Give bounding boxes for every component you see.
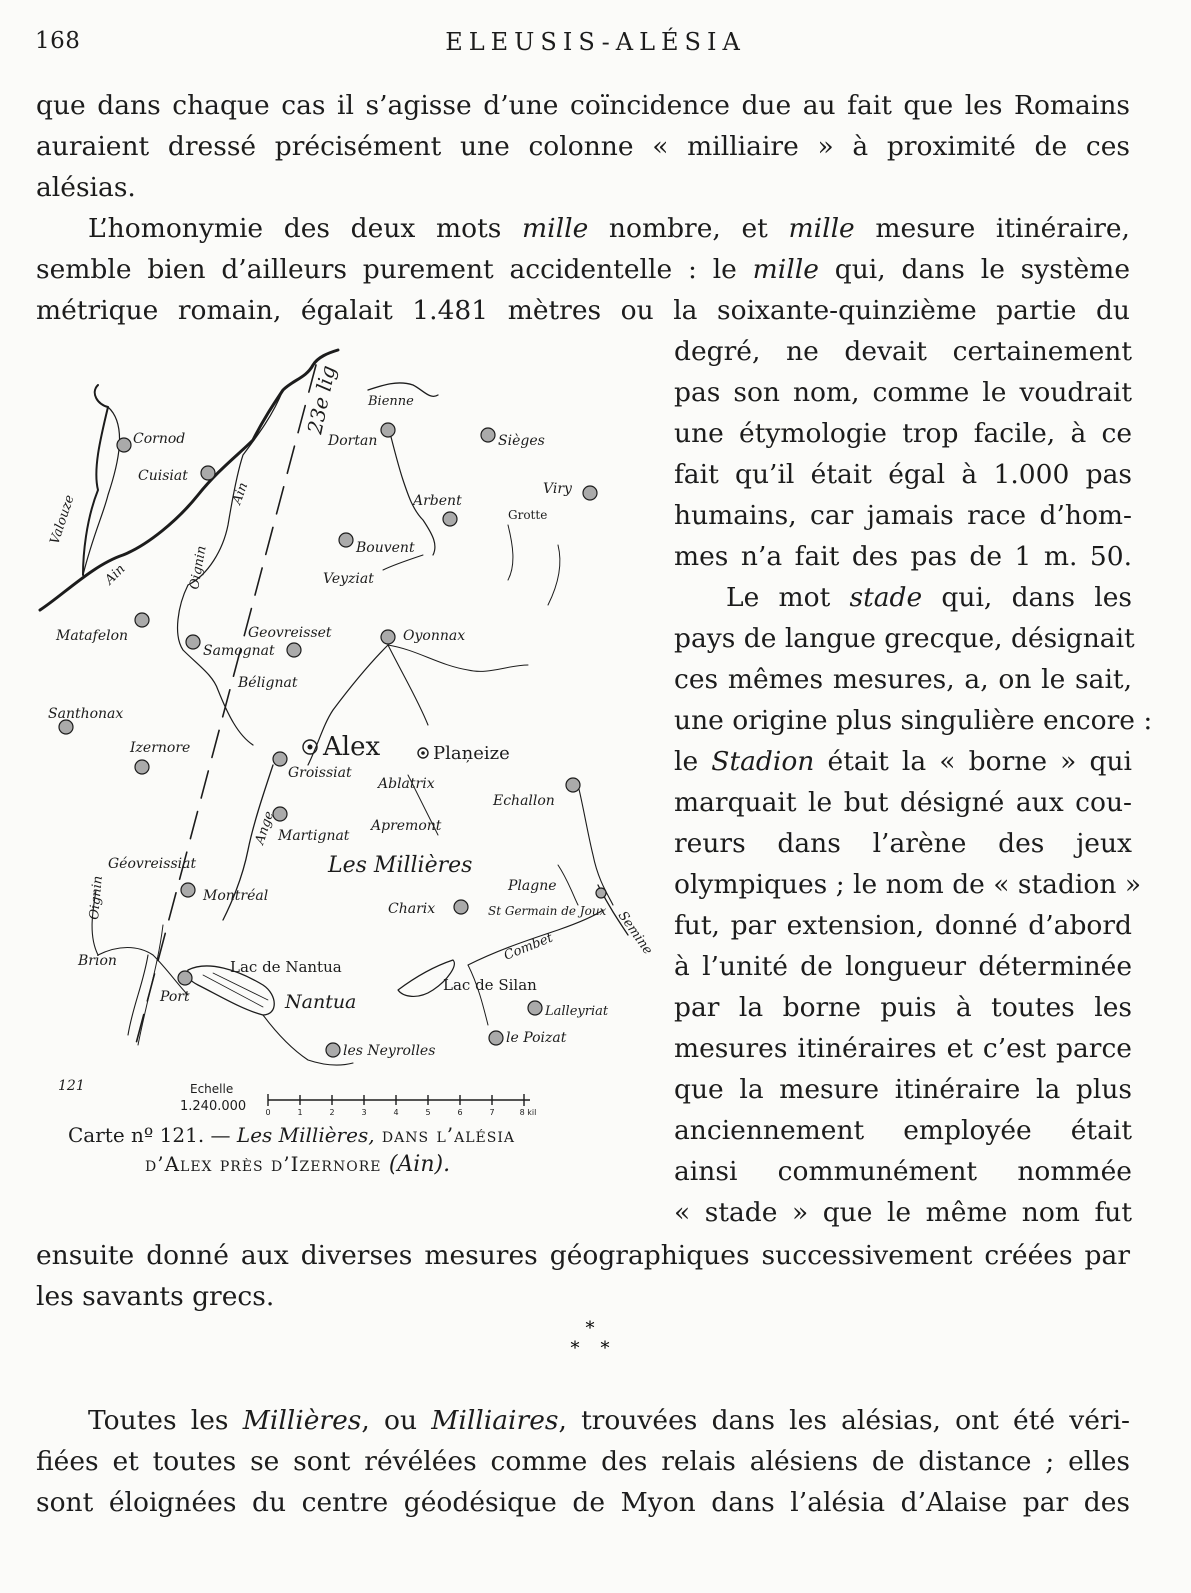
map-label: Bienne <box>368 394 414 409</box>
map-label: Brion <box>78 953 117 969</box>
map-label: Veyziat <box>323 571 374 587</box>
place-marker <box>287 643 301 657</box>
river-label: Ange <box>252 809 278 847</box>
map-label: Bélignat <box>238 675 298 691</box>
map-label: les Neyrolles <box>343 1043 436 1059</box>
river-label: Ain <box>229 480 252 507</box>
body-line: à l’unité de longueur déterminée <box>674 951 1132 982</box>
body-line: reurs dans l’arène des jeux <box>674 828 1132 859</box>
place-marker <box>489 1031 503 1045</box>
map-label: Dortan <box>328 433 378 449</box>
map-label: Santhonax <box>48 706 124 722</box>
map-label: Apremont <box>371 818 442 834</box>
place-marker <box>201 466 215 480</box>
body-line: fut, par extension, donné d’abord <box>674 910 1132 941</box>
body-line: fait qu’il était égal à 1.000 pas <box>674 459 1132 490</box>
river-label: Oignin <box>87 875 106 921</box>
place-marker <box>381 423 395 437</box>
body-line: une étymologie trop facile, à ce <box>674 418 1132 449</box>
map-label: Charix <box>388 901 436 917</box>
map-label: St Germain de Joux <box>488 904 607 918</box>
map-label: Martignat <box>278 828 350 844</box>
body-line: le Stadion était la « borne » qui <box>674 746 1132 777</box>
map-label: Cornod <box>133 431 186 447</box>
map-label: Arbent <box>413 493 462 509</box>
body-line: Le mot stade qui, dans les <box>726 582 1133 613</box>
map-label-planeize: Plaņeize <box>433 743 510 764</box>
map-label: Cuisiat <box>138 468 188 484</box>
map-label: Groissiat <box>288 765 352 781</box>
map-figure <box>38 345 656 1130</box>
body-line: pays de langue grecque, désignait <box>674 623 1135 654</box>
figure-caption-line: d’Alex près d’Izernore (Ain). <box>145 1152 451 1177</box>
place-marker <box>186 635 200 649</box>
body-line: ensuite donné aux diverses mesures géographiques successivement créées par <box>36 1240 1130 1271</box>
place-marker <box>339 533 353 547</box>
meridian-label: 23e lig <box>302 363 341 437</box>
place-marker <box>481 428 495 442</box>
place-marker <box>596 888 606 898</box>
scale-tick: 2 <box>329 1108 335 1117</box>
body-line: semble bien d’ailleurs purement accidentelle : le mille qui, dans le système <box>36 254 1130 285</box>
body-line: les savants grecs. <box>36 1281 275 1312</box>
map-label: Lac de Nantua <box>230 958 342 976</box>
map-label: Izernore <box>130 740 191 756</box>
scale-tick: 8 kil <box>519 1108 537 1117</box>
map-label: Oyonnax <box>403 628 466 644</box>
body-line: anciennement employée était <box>674 1115 1132 1146</box>
map-label-alex: Alex <box>323 732 381 762</box>
river-label: Ain <box>102 561 129 588</box>
body-line: « stade » que le même nom fut <box>674 1197 1132 1228</box>
body-line: ces mêmes mesures, a, on le sait, <box>674 664 1132 695</box>
body-line: Toutes les Millières, ou Milliaires, trouvées dans les alésias, ont été véri- <box>88 1405 1130 1436</box>
body-line: une origine plus singulière encore : <box>674 705 1153 736</box>
place-marker <box>454 900 468 914</box>
map-label: Grotte <box>508 508 548 522</box>
body-line: humains, car jamais race d’hom- <box>674 500 1132 531</box>
scale-tick: 5 <box>425 1108 431 1117</box>
scale-tick: 6 <box>457 1108 463 1117</box>
place-marker <box>135 760 149 774</box>
place-marker <box>178 971 192 985</box>
svg-text:*: * <box>600 1338 610 1359</box>
map-label: Viry <box>543 481 572 497</box>
scale-label: Echelle <box>190 1082 234 1096</box>
scale-ratio: 1.240.000 <box>180 1099 247 1114</box>
map-label: Plagne <box>508 878 557 894</box>
scale-bar <box>268 1094 530 1106</box>
map-label: le Poizat <box>506 1030 567 1046</box>
map-label: Nantua <box>285 991 357 1013</box>
place-marker <box>583 486 597 500</box>
place-marker <box>566 778 580 792</box>
body-line: degré, ne devait certainement <box>674 336 1132 367</box>
scale-tick: 0 <box>265 1108 271 1117</box>
river-label: Semine <box>614 908 656 958</box>
body-line: par la borne puis à toutes les <box>674 992 1132 1023</box>
place-marker <box>443 512 457 526</box>
body-line: mes n’a fait des pas de 1 m. 50. <box>674 541 1132 572</box>
body-line: que dans chaque cas il s’agisse d’une coïncidence due au fait que les Romains <box>36 90 1130 121</box>
body-line: mesures itinéraires et c’est parce <box>674 1033 1132 1064</box>
body-line: ainsi communément nommée <box>674 1156 1132 1187</box>
body-line: que la mesure itinéraire la plus <box>674 1074 1132 1105</box>
body-line: alésias. <box>36 172 136 203</box>
body-line: auraient dressé précisément une colonne « milliaire » à proximité de ces <box>36 131 1130 162</box>
body-line: olympiques ; le nom de « stadion » <box>674 869 1142 900</box>
map-label: Matafelon <box>56 628 129 644</box>
place-marker <box>181 883 195 897</box>
svg-text:*: * <box>570 1338 580 1359</box>
running-title: ELEUSIS-ALÉSIA <box>445 28 746 56</box>
body-line: L’homonymie des deux mots mille nombre, et mille mesure itinéraire, <box>88 213 1130 244</box>
body-line: pas son nom, comme le voudrait <box>674 377 1132 408</box>
place-marker <box>528 1001 542 1015</box>
map-label: Lac de Silan <box>443 976 537 994</box>
river-label: Combet <box>501 930 556 964</box>
body-line: marquait le but désigné aux cou- <box>674 787 1132 818</box>
map-number: 121 <box>58 1078 85 1094</box>
map-label: Montréal <box>203 888 269 904</box>
scale-tick: 7 <box>489 1108 495 1117</box>
svg-text:*: * <box>585 1318 595 1339</box>
place-marker <box>59 720 73 734</box>
place-marker <box>135 613 149 627</box>
river-label: Oignin <box>187 544 210 591</box>
map-label-millieres: Les Millières <box>328 853 473 878</box>
place-marker <box>117 438 131 452</box>
map-label: Samognat <box>203 643 275 659</box>
map-label: Bouvent <box>356 540 415 556</box>
map-label: Lalleyriat <box>545 1004 609 1019</box>
map-label: Sièges <box>498 433 545 449</box>
scale-tick: 1 <box>297 1108 303 1117</box>
map-label: Ablatrix <box>378 776 435 792</box>
body-line: fiées et toutes se sont révélées comme des relais alésiens de distance ; elles <box>36 1446 1130 1477</box>
place-marker <box>326 1043 340 1057</box>
scale-tick: 4 <box>393 1108 399 1117</box>
map-label: Géovreissiat <box>108 856 197 872</box>
scale-tick: 3 <box>361 1108 367 1117</box>
map-label: Geovreisset <box>248 625 332 641</box>
figure-caption-line: Carte nº 121. — Les Millières, dans l’alésia <box>68 1123 515 1147</box>
page-number: 168 <box>35 28 81 54</box>
body-line: sont éloignées du centre géodésique de Myon dans l’alésia d’Alaise par des <box>36 1487 1130 1518</box>
section-break-asterism <box>560 1320 620 1360</box>
place-marker <box>381 630 395 644</box>
place-marker <box>273 752 287 766</box>
body-line: métrique romain, égalait 1.481 mètres ou la soixante-quinzième partie du <box>36 295 1130 326</box>
map-label: Echallon <box>493 793 555 809</box>
map-label: Port <box>160 989 190 1005</box>
river-label: Valouze <box>47 493 78 547</box>
